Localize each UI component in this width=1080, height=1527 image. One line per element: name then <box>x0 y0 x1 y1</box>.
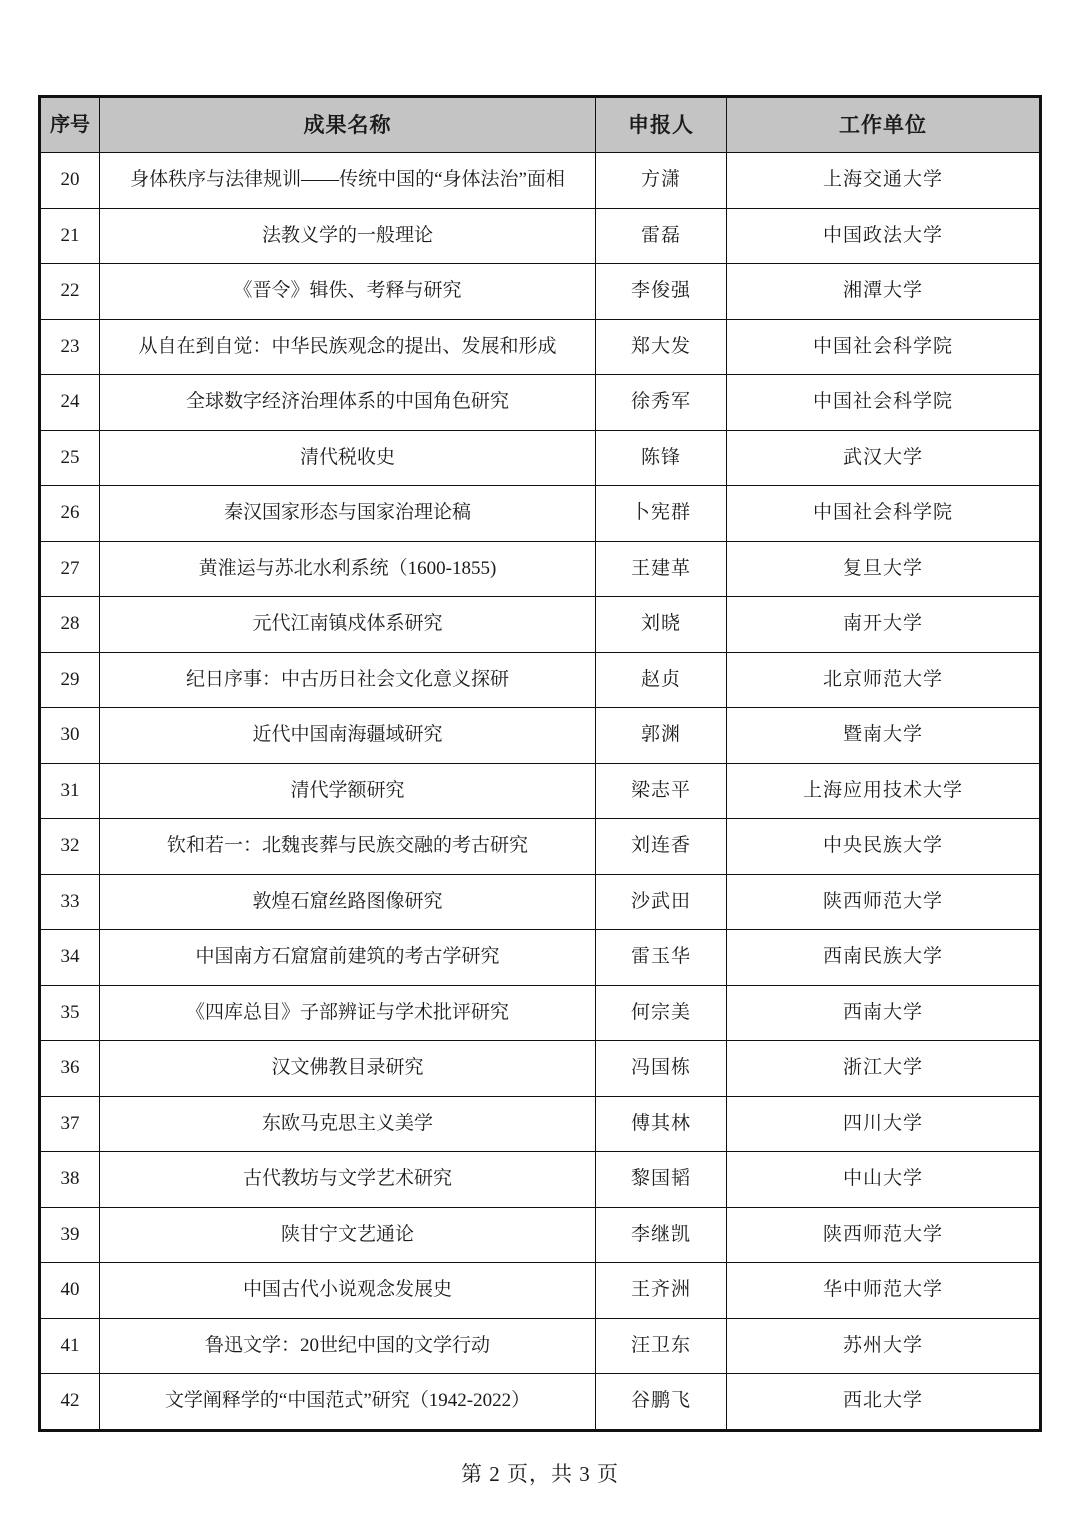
cell-person: 郭渊 <box>596 708 727 764</box>
results-table-container <box>38 95 1042 1432</box>
cell-unit: 苏州大学 <box>727 1318 1041 1374</box>
table-row <box>40 430 1041 486</box>
table-row <box>40 763 1041 819</box>
table-row <box>40 486 1041 542</box>
cell-title: 东欧马克思主义美学 <box>100 1096 596 1152</box>
cell-person: 陈锋 <box>596 430 727 486</box>
cell-person: 汪卫东 <box>596 1318 727 1374</box>
table-row <box>40 319 1041 375</box>
cell-sequence: 42 <box>40 1374 100 1431</box>
cell-unit: 陕西师范大学 <box>727 1207 1041 1263</box>
cell-sequence: 40 <box>40 1263 100 1319</box>
cell-title: 文学阐释学的“中国范式”研究（1942-2022） <box>100 1374 596 1431</box>
cell-person: 刘晓 <box>596 597 727 653</box>
table-row <box>40 819 1041 875</box>
cell-unit: 浙江大学 <box>727 1041 1041 1097</box>
cell-title: 元代江南镇戍体系研究 <box>100 597 596 653</box>
cell-person: 傅其林 <box>596 1096 727 1152</box>
cell-unit: 南开大学 <box>727 597 1041 653</box>
cell-sequence: 41 <box>40 1318 100 1374</box>
table-row <box>40 208 1041 264</box>
cell-title: 法教义学的一般理论 <box>100 208 596 264</box>
cell-sequence: 26 <box>40 486 100 542</box>
table-row <box>40 1318 1041 1374</box>
cell-sequence: 32 <box>40 819 100 875</box>
cell-sequence: 38 <box>40 1152 100 1208</box>
cell-unit: 陕西师范大学 <box>727 874 1041 930</box>
achievements-table <box>38 95 1042 1432</box>
table-row <box>40 1207 1041 1263</box>
cell-title: 清代税收史 <box>100 430 596 486</box>
cell-sequence: 34 <box>40 930 100 986</box>
table-row <box>40 1374 1041 1431</box>
cell-person: 卜宪群 <box>596 486 727 542</box>
table-row <box>40 1096 1041 1152</box>
cell-title: 秦汉国家形态与国家治理论稿 <box>100 486 596 542</box>
cell-unit: 中央民族大学 <box>727 819 1041 875</box>
column-header-person: 申报人 <box>596 97 727 153</box>
cell-title: 汉文佛教目录研究 <box>100 1041 596 1097</box>
cell-title: 身体秩序与法律规训——传统中国的“身体法治”面相 <box>100 153 596 209</box>
table-row <box>40 264 1041 320</box>
cell-sequence: 33 <box>40 874 100 930</box>
cell-person: 沙武田 <box>596 874 727 930</box>
cell-person: 刘连香 <box>596 819 727 875</box>
cell-sequence: 36 <box>40 1041 100 1097</box>
cell-title: 中国古代小说观念发展史 <box>100 1263 596 1319</box>
cell-title: 古代教坊与文学艺术研究 <box>100 1152 596 1208</box>
table-row <box>40 1263 1041 1319</box>
table-row <box>40 874 1041 930</box>
cell-title: 中国南方石窟窟前建筑的考古学研究 <box>100 930 596 986</box>
cell-sequence: 24 <box>40 375 100 431</box>
cell-title: 《晋令》辑佚、考释与研究 <box>100 264 596 320</box>
cell-person: 谷鹏飞 <box>596 1374 727 1431</box>
cell-unit: 暨南大学 <box>727 708 1041 764</box>
table-row <box>40 153 1041 209</box>
cell-title: 《四库总目》子部辨证与学术批评研究 <box>100 985 596 1041</box>
cell-person: 冯国栋 <box>596 1041 727 1097</box>
table-row <box>40 597 1041 653</box>
cell-person: 雷玉华 <box>596 930 727 986</box>
cell-title: 鲁迅文学：20世纪中国的文学行动 <box>100 1318 596 1374</box>
cell-title: 近代中国南海疆域研究 <box>100 708 596 764</box>
cell-unit: 西南民族大学 <box>727 930 1041 986</box>
cell-unit: 西南大学 <box>727 985 1041 1041</box>
column-header-unit: 工作单位 <box>727 97 1041 153</box>
cell-person: 徐秀军 <box>596 375 727 431</box>
table-row <box>40 541 1041 597</box>
cell-title: 陕甘宁文艺通论 <box>100 1207 596 1263</box>
column-header-sequence: 序号 <box>40 97 100 153</box>
cell-person: 郑大发 <box>596 319 727 375</box>
cell-unit: 西北大学 <box>727 1374 1041 1431</box>
table-row <box>40 930 1041 986</box>
cell-person: 李俊强 <box>596 264 727 320</box>
cell-title: 敦煌石窟丝路图像研究 <box>100 874 596 930</box>
cell-unit: 中国政法大学 <box>727 208 1041 264</box>
cell-unit: 中国社会科学院 <box>727 319 1041 375</box>
cell-person: 黎国韬 <box>596 1152 727 1208</box>
cell-person: 李继凯 <box>596 1207 727 1263</box>
table-row <box>40 985 1041 1041</box>
cell-unit: 湘潭大学 <box>727 264 1041 320</box>
cell-sequence: 28 <box>40 597 100 653</box>
cell-person: 王建革 <box>596 541 727 597</box>
table-row <box>40 1041 1041 1097</box>
cell-sequence: 21 <box>40 208 100 264</box>
cell-title: 黄淮运与苏北水利系统（1600-1855) <box>100 541 596 597</box>
cell-person: 赵贞 <box>596 652 727 708</box>
cell-unit: 北京师范大学 <box>727 652 1041 708</box>
table-body <box>40 153 1041 1431</box>
cell-title: 纪日序事：中古历日社会文化意义探研 <box>100 652 596 708</box>
cell-sequence: 37 <box>40 1096 100 1152</box>
column-header-title: 成果名称 <box>100 97 596 153</box>
cell-sequence: 30 <box>40 708 100 764</box>
cell-unit: 复旦大学 <box>727 541 1041 597</box>
cell-unit: 中山大学 <box>727 1152 1041 1208</box>
cell-person: 方潇 <box>596 153 727 209</box>
cell-unit: 华中师范大学 <box>727 1263 1041 1319</box>
cell-unit: 上海交通大学 <box>727 153 1041 209</box>
cell-unit: 四川大学 <box>727 1096 1041 1152</box>
cell-sequence: 27 <box>40 541 100 597</box>
cell-title: 钦和若一：北魏丧葬与民族交融的考古研究 <box>100 819 596 875</box>
table-row <box>40 375 1041 431</box>
table-row <box>40 652 1041 708</box>
cell-sequence: 22 <box>40 264 100 320</box>
table-row <box>40 708 1041 764</box>
cell-sequence: 39 <box>40 1207 100 1263</box>
cell-unit: 中国社会科学院 <box>727 375 1041 431</box>
table-row <box>40 1152 1041 1208</box>
cell-title: 清代学额研究 <box>100 763 596 819</box>
cell-unit: 上海应用技术大学 <box>727 763 1041 819</box>
cell-sequence: 23 <box>40 319 100 375</box>
cell-sequence: 35 <box>40 985 100 1041</box>
cell-person: 王齐洲 <box>596 1263 727 1319</box>
cell-unit: 武汉大学 <box>727 430 1041 486</box>
cell-person: 梁志平 <box>596 763 727 819</box>
table-header <box>40 97 1041 153</box>
cell-sequence: 20 <box>40 153 100 209</box>
page-footer: 第 2 页，共 3 页 <box>461 1462 619 1486</box>
cell-unit: 中国社会科学院 <box>727 486 1041 542</box>
table-header-row <box>40 97 1041 153</box>
cell-sequence: 29 <box>40 652 100 708</box>
cell-sequence: 31 <box>40 763 100 819</box>
cell-title: 从自在到自觉：中华民族观念的提出、发展和形成 <box>100 319 596 375</box>
cell-title: 全球数字经济治理体系的中国角色研究 <box>100 375 596 431</box>
cell-person: 何宗美 <box>596 985 727 1041</box>
cell-person: 雷磊 <box>596 208 727 264</box>
cell-sequence: 25 <box>40 430 100 486</box>
